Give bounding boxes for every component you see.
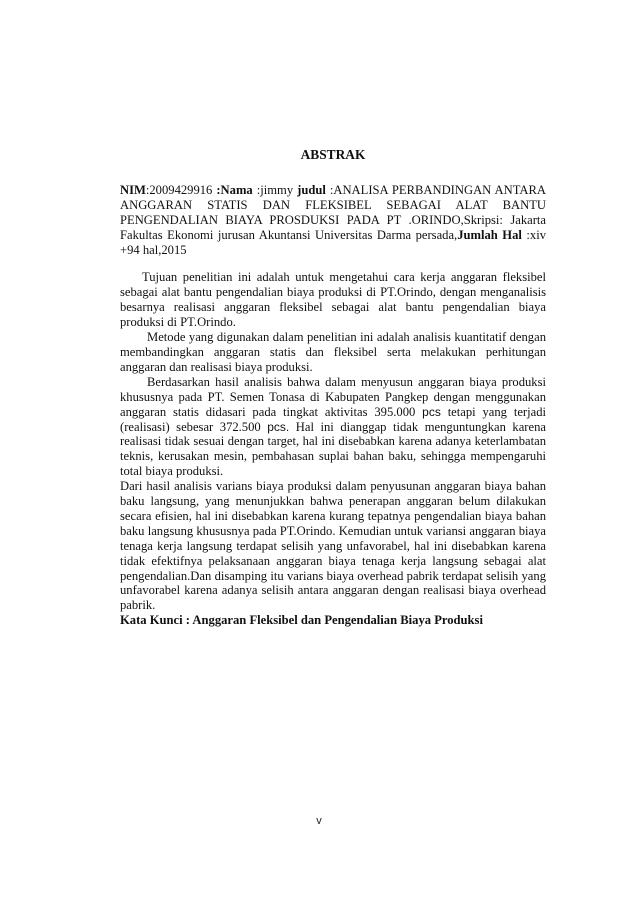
nama-value: :jimmy [256, 182, 294, 197]
judul-label: judul [297, 182, 326, 197]
paragraph-hasil-part-3: Hal ini dianggap tidak menguntungkan karena realisasi tidak sesuai dengan target, hal ini disebabkan karena adanya keterlambatan teknis, kerusakan mesin, pembahasan suplai bahan baku, sehingga mempengaruhi total biaya produksi. [120, 419, 546, 479]
abstract-body [120, 148, 546, 628]
paragraph-hasil [120, 375, 546, 479]
unit-pcs-1: pcs [422, 404, 441, 419]
thesis-metadata [120, 183, 546, 258]
paragraph-tujuan: Tujuan penelitian ini adalah untuk mengetahui cara kerja anggaran fleksibel sebagai alat bantu pengendalian biaya produksi di PT.Orindo, dengan menganalisis besarnya realisasi anggaran fleksibel sebagai alat bantu pengendalian biaya produksi di PT.Orindo. [120, 270, 546, 330]
nim-label: NIM [120, 182, 146, 197]
jumlah-hal-value: :xiv +94 hal,2015 [120, 227, 546, 257]
judul-value: :ANALISA PERBANDINGAN ANTARA ANGGARAN STATIS DAN FLEKSIBEL SEBAGAI ALAT BANTU PENGENDALIAN BIAYA PROSDUKSI PADA PT .ORINDO,Skripsi: Jakarta Fakultas Ekonomi jurusan Akuntansi Universitas Darma persada, [120, 182, 547, 242]
jumlah-hal-label: Jumlah Hal [457, 227, 522, 242]
nim-value: :2009429916 [145, 182, 213, 197]
unit-pcs-2: pcs. [267, 419, 290, 434]
paragraph-varians: Dari hasil analisis varians biaya produksi dalam penyusunan anggaran biaya bahan baku langsung, yang menunjukkan bahwa penerapan anggaran belum dilakukan secara efisien, hal ini disebabkan karena kurang tepatnya pengendalian biaya bahan baku langsung khususnya pada PT.Orindo. Kemudian untuk variansi anggaran biaya tenaga kerja langsung terdapat selisih yang unfavorabel, hal ini disebabkan karena tidak efektifnya pelaksanaan anggaran biaya tenaga kerja langsung sebagai alat pengendalian.Dan disamping itu varians biaya overhead pabrik terdapat selisih yang unfavorabel karena adanya selisih antara anggaran dengan realisasi biaya overhead pabrik. [120, 479, 546, 613]
paragraph-hasil-part-1: Berdasarkan hasil analisis bahwa dalam menyusun anggaran biaya produksi khususnya pada PT. Semen Tonasa di Kabupaten Pangkep dengan menggunakan anggaran statis didasari pada tingkat aktivitas 395.000 [120, 374, 546, 419]
keywords: Kata Kunci : Anggaran Fleksibel dan Pengendalian Biaya Produksi [120, 613, 483, 628]
page-number: v [316, 815, 322, 827]
nama-label: :Nama [216, 182, 253, 197]
paragraph-metode: Metode yang digunakan dalam penelitian ini adalah analisis kuantitatif dengan membandingkan anggaran statis dan fleksibel serta melakukan perhitungan anggaran dan realisasi biaya produksi. [120, 330, 546, 374]
paragraph-hasil-part-2: tetapi yang terjadi (realisasi) sebesar 372.500 [120, 404, 546, 434]
page-title: ABSTRAK [300, 147, 366, 162]
